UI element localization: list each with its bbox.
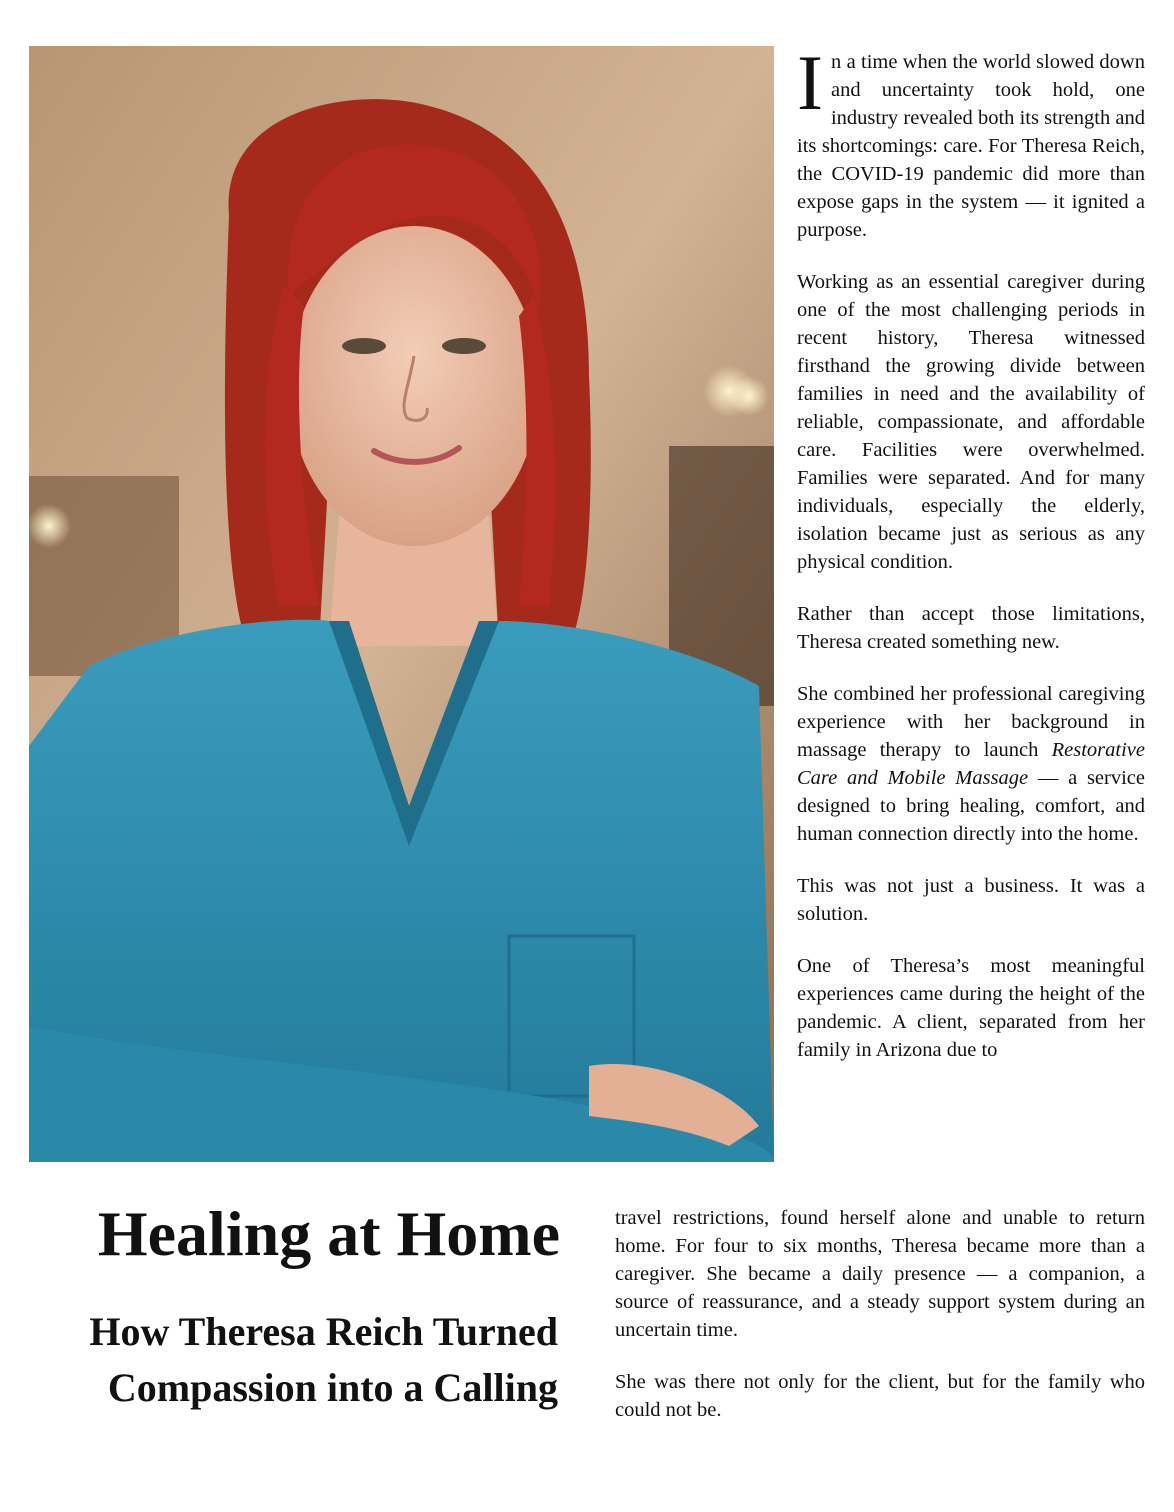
paragraph-4 xyxy=(797,680,1145,848)
face xyxy=(289,226,539,546)
portrait-photo xyxy=(29,46,774,1162)
background-light xyxy=(729,376,769,416)
paragraph-2: Working as an essential caregiver during one of the most challenging periods in recent history, Theresa witnessed firsthand the growing divide between families in need and the availability of reliable, compassionate, and affordable care. Facilities were overwhelmed. Families were separated. And for many individuals, especially the elderly, isolation became just as serious as any physical condition. xyxy=(797,271,1145,573)
left-eye xyxy=(342,338,386,354)
background-light xyxy=(29,504,71,548)
article-title: Healing at Home xyxy=(97,1198,560,1269)
article-column-right xyxy=(797,39,1145,1064)
article-column-bottom xyxy=(615,1204,1145,1448)
article-subtitle xyxy=(30,1304,558,1416)
paragraph-7: She was there not only for the client, but for the family who could not be. xyxy=(615,1371,1145,1421)
paragraph-5: This was not just a business. It was a solution. xyxy=(797,875,1145,925)
subtitle-line-2: Compassion into a Calling xyxy=(107,1365,558,1410)
paragraph-4-before: She combined her professional caregiving experience with her background in massage therapy to launch xyxy=(797,683,1145,761)
paragraph-intro-text: n a time when the world slowed down and uncertainty took hold, one industry revealed both its strength and its shortcomings: care. For Theresa Reich, the COVID-19 pandemic did more than expose gaps in the system — it ignited a purpose. xyxy=(797,51,1145,241)
subtitle-line-1: How Theresa Reich Turned xyxy=(89,1309,558,1354)
drop-cap: I xyxy=(797,39,823,126)
paragraph-3: Rather than accept those limitations, Theresa created something new. xyxy=(797,603,1145,653)
portrait-illustration xyxy=(29,46,774,1162)
paragraph-6-part2: travel restrictions, found herself alone and unable to return home. For four to six months, Theresa became more than a caregiver. She became a daily presence — a companion, a source of reassurance, and a steady support system during an uncertain time. xyxy=(615,1207,1145,1341)
right-eye xyxy=(442,338,486,354)
paragraph-4-after: — a service designed to bring healing, comfort, and human connection directly into the home. xyxy=(797,767,1145,845)
paragraph-6-part1: One of Theresa’s most meaningful experiences came during the height of the pandemic. A client, separated from her family in Arizona due to xyxy=(797,955,1145,1061)
business-name: Restorative Care and Mobile Massage xyxy=(797,739,1145,789)
paragraph-intro xyxy=(797,39,1145,244)
